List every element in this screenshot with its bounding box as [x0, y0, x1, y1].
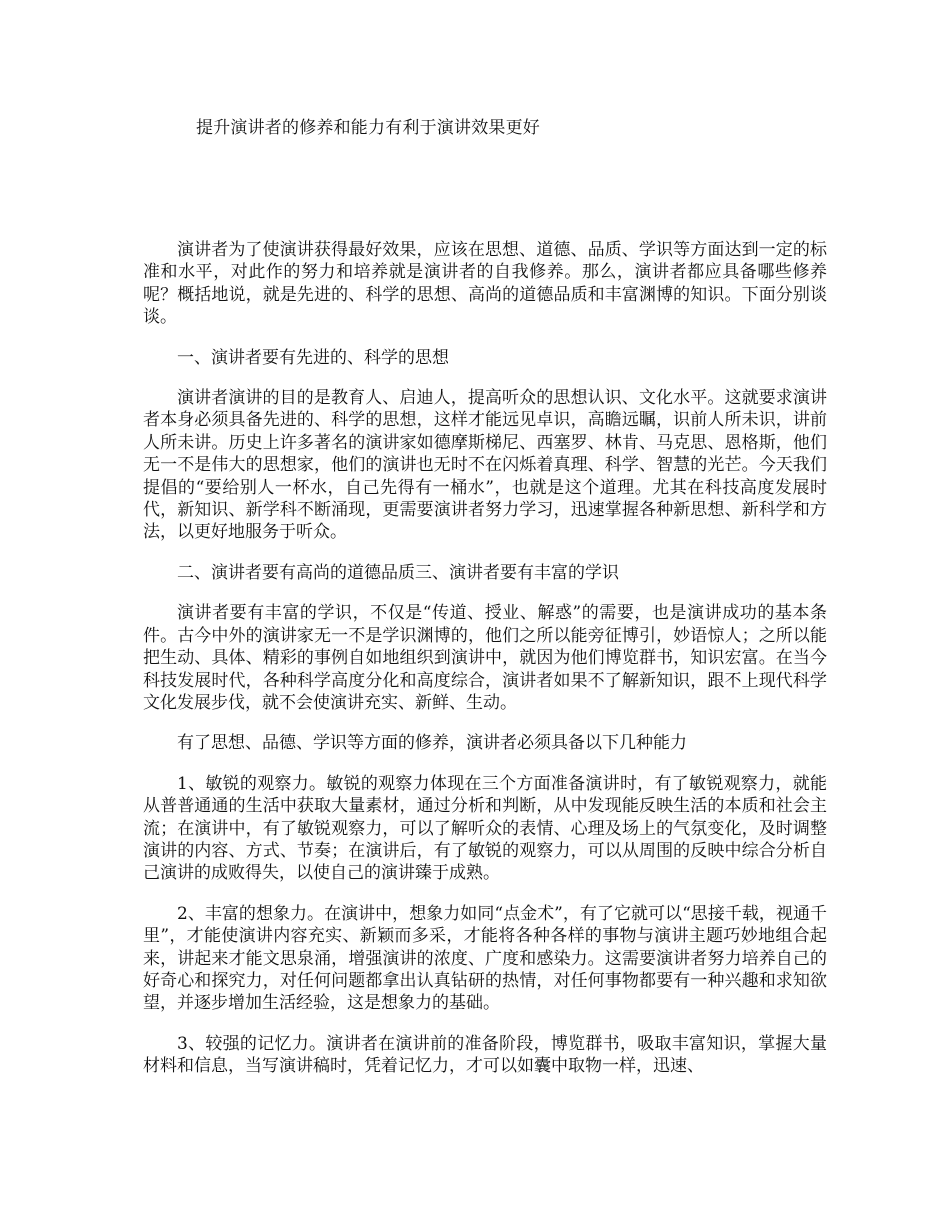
section-heading-3: 有了思想、品德、学识等方面的修养，演讲者必须具备以下几种能力: [177, 733, 687, 754]
paragraph-5: 3、较强的记忆力。演讲者在演讲前的准备阶段，博览群书，吸取丰富知识，掌握大量材料和信息，当写演讲稿时，凭着记忆力，才可以如囊中取物一样，迅速、: [143, 1033, 827, 1077]
document-body: [143, 239, 827, 1096]
paragraph-2: 演讲者要有丰富的学识，不仅是“传道、授业、解惑”的需要，也是演讲成功的基本条件。古今中外的演讲家无一不是学识渊博的，他们之所以能旁征博引，妙语惊人；之所以能把生动、具体、精彩的事例自如地组织到演讲中，就因为他们博览群书，知识宏富。在当今科技发展时代，各种科学高度分化和高度综合，演讲者如果不了解新知识，跟不上现代科学文化发展步伐，就不会使演讲充实、新鲜、生动。: [143, 603, 827, 713]
paragraph-3: 1、敏锐的观察力。敏锐的观察力体现在三个方面准备演讲时，有了敏锐观察力，就能从普普通通的生活中获取大量素材，通过分析和判断，从中发现能反映生活的本质和社会主流；在演讲中，有了敏锐观察力，可以了解听众的表情、心理及场上的气氛变化，及时调整演讲的内容、方式、节奏；在演讲后，有了敏锐的观察力，可以从周围的反映中综合分析自己演讲的成败得失，以使自己的演讲臻于成熟。: [143, 773, 827, 884]
paragraph-4: 2、丰富的想象力。在演讲中，想象力如同“点金术”，有了它就可以“思接千载，视通千里”，才能使演讲内容充实、新颖而多采，才能将各种各样的事物与演讲主题巧妙地组合起来，讲起来才能文思泉涌，增强演讲的浓度、广度和感染力。这需要演讲者努力培养自己的好奇心和探究力，对任何问题都拿出认真钻研的热情，对任何事物都要有一种兴趣和求知欲望，并逐步增加生活经验，这是想象力的基础。: [143, 903, 827, 1014]
intro-paragraph: 演讲者为了使演讲获得最好效果，应该在思想、道德、品质、学识等方面达到一定的标准和水平，对此作的努力和培养就是演讲者的自我修养。那么，演讲者都应具备哪些修养呢？概括地说，就是先进的、科学的思想、高尚的道德品质和丰富渊博的知识。下面分别谈谈。: [143, 240, 827, 328]
section-heading-2: 二、演讲者要有高尚的道德品质三、演讲者要有丰富的学识: [177, 562, 619, 583]
paragraph-1: 演讲者演讲的目的是教育人、启迪人，提高听众的思想认识、文化水平。这就要求演讲者本身必须具备先进的、科学的思想，这样才能远见卓识，高瞻远瞩，识前人所未识，讲前人所未讲。历史上许多著名的演讲家如德摩斯梯尼、西塞罗、林肯、马克思、恩格斯，他们无一不是伟大的思想家，他们的演讲也无时不在闪烁着真理、科学、智慧的光芒。今天我们提倡的“要给别人一杯水，自己先得有一桶水”，也就是这个道理。尤其在科技高度发展时代，新知识、新学科不断涌现，更需要演讲者努力学习，迅速掌握各种新思想、新科学和方法，以更好地服务于听众。: [143, 388, 827, 543]
document-title: 提升演讲者的修养和能力有利于演讲效果更好: [196, 118, 540, 138]
section-heading-1: 一、演讲者要有先进的、科学的思想: [177, 347, 449, 368]
